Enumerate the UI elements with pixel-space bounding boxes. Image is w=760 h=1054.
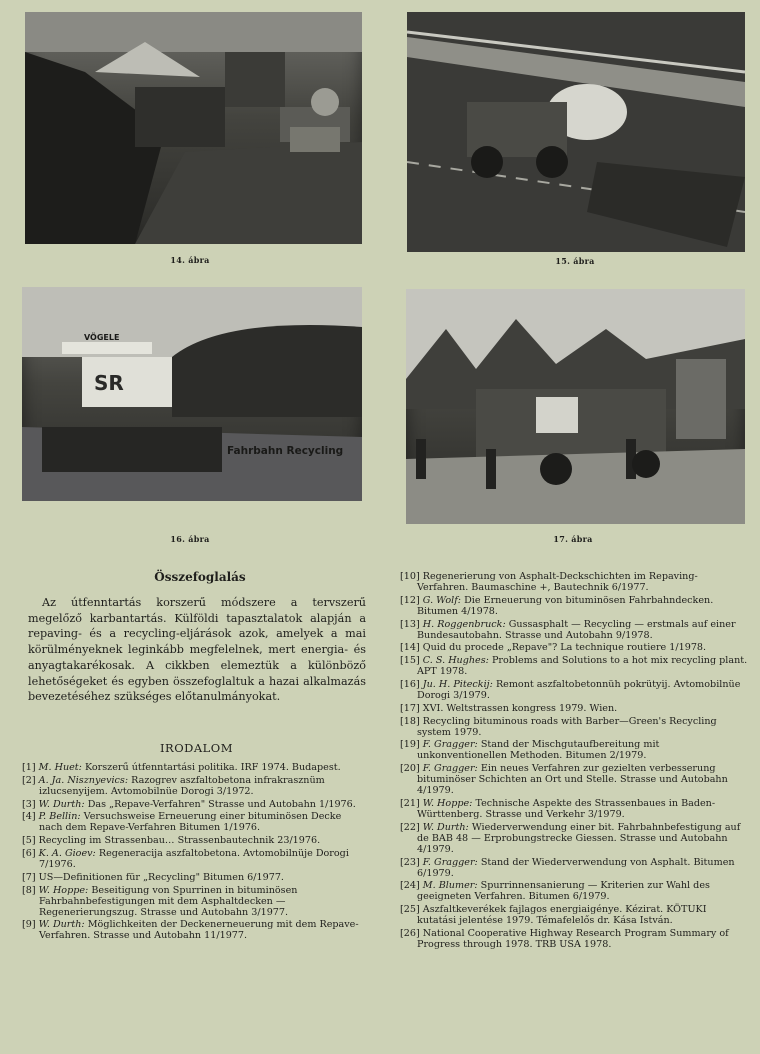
reference-number: [26] — [400, 927, 420, 939]
reference-text: Stand der Wiederverwendung von Asphalt. Bitumen 6/1979. — [417, 856, 735, 879]
reference-author: H. Roggenbruck: — [422, 618, 506, 630]
reference-number: [18] — [400, 715, 420, 727]
reference-text: Quid du procede „Repave"? La technique routiere 1/1978. — [422, 642, 707, 654]
reference-item — [400, 798, 748, 820]
reference-text: Ein neues Verfahren zur gezielten verbesserung bituminöser Schichten an Ort und Stelle. Strasse und Autobahn 4/1979. — [417, 763, 728, 797]
reference-item — [400, 571, 748, 593]
reference-text: Remont aszfaltobetonnüh pokrütyij. Avtomobilnüe Dorogi 3/1979. — [417, 678, 741, 701]
reference-item — [400, 880, 748, 902]
reference-text: Regeneracija aszfaltobetona. Avtomobilnüje Dorogi 7/1976. — [39, 847, 349, 870]
reference-item — [22, 872, 364, 883]
reference-list-left — [22, 762, 364, 943]
reference-item — [400, 679, 748, 701]
references-heading: IRODALOM — [160, 741, 233, 755]
figure-16-caption: 16. ábra — [170, 534, 210, 544]
reference-number: [3] — [22, 798, 36, 810]
reference-author: W. Hoppe: — [422, 797, 473, 809]
reference-item — [400, 904, 748, 926]
reference-number: [15] — [400, 655, 420, 667]
reference-author: G. Wolf: — [422, 594, 462, 606]
reference-text: Regenerierung von Asphalt-Deckschichten im Repaving-Verfahren. Baumaschine +, Bautechnik 6/1977. — [417, 571, 698, 593]
reference-number: [17] — [400, 702, 420, 714]
reference-item — [400, 703, 748, 714]
reference-item — [400, 928, 748, 950]
reference-number: [22] — [400, 821, 420, 833]
reference-item — [22, 885, 364, 918]
reference-author: F. Gragger: — [422, 739, 478, 751]
reference-list-right — [400, 571, 748, 952]
figure-15-caption: 15. ábra — [555, 256, 595, 266]
reference-text: Recycling im Strassenbau… Strassenbautechnik 23/1976. — [38, 835, 321, 847]
reference-number: [25] — [400, 904, 420, 916]
reference-text: Das „Repave-Verfahren" Strasse und Autobahn 1/1976. — [87, 798, 356, 810]
reference-number: [1] — [22, 762, 36, 773]
reference-number: [24] — [400, 880, 420, 892]
reference-number: [13] — [400, 618, 420, 630]
reference-item — [400, 822, 748, 855]
reference-text: US—Definitionen für „Recycling" Bitumen 6/1977. — [38, 871, 284, 883]
reference-text: Recycling bituminous roads with Barber—Green's Recycling system 1979. — [417, 715, 717, 738]
reference-number: [21] — [400, 797, 420, 809]
reference-author: F. Gragger: — [422, 856, 478, 868]
reference-text: Gussasphalt — Recycling — erstmals auf einer Bundesautobahn. Strasse und Autobahn 9/1978. — [417, 618, 736, 641]
reference-item — [400, 739, 748, 761]
reference-author: W. Durth: — [38, 798, 85, 810]
vogele-sign: VÖGELE — [84, 333, 120, 342]
reference-text: Razogrev aszfaltobetona infrakrasznüm izlucsenyijem. Avtomobilnüe Dorogi 3/1972. — [39, 774, 325, 797]
reference-text: Korszerű útfenntartási politika. IRF 1974. Budapest. — [84, 762, 341, 773]
reference-text: Spurrinnensanierung — Kriterien zur Wahl des geeigneten Verfahren. Bitumen 6/1979. — [417, 880, 710, 903]
reference-item — [400, 716, 748, 738]
reference-item — [22, 835, 364, 846]
reference-item — [22, 848, 364, 870]
reference-item — [400, 763, 748, 796]
reference-author: K. A. Gioev: — [38, 847, 96, 859]
summary-heading: Összefoglalás — [154, 570, 246, 584]
reference-text: Problems and Solutions to a hot mix recycling plant. APT 1978. — [417, 655, 748, 678]
reference-author: M. Huet: — [38, 762, 82, 773]
reference-number: [14] — [400, 642, 420, 654]
reference-item — [400, 619, 748, 641]
reference-number: [8] — [22, 884, 36, 896]
reference-item — [22, 762, 364, 773]
reference-item — [22, 799, 364, 810]
figure-17-caption: 17. ábra — [553, 534, 593, 544]
reference-text: Möglichkeiten der Deckenerneuerung mit dem Repave-Verfahren. Strasse und Autobahn 11/1977. — [39, 919, 359, 942]
reference-author: A. Ja. Nisznyevics: — [38, 774, 129, 786]
reference-number: [6] — [22, 847, 36, 859]
reference-text: Wiederverwendung einer bit. Fahrbahnbefestigung auf de BAB 48 — Erprobungstrecke Giessen. Strasse und Autobahn 4/1979. — [417, 821, 741, 855]
reference-number: [23] — [400, 856, 420, 868]
reference-author: Ju. H. Piteckij: — [422, 678, 493, 690]
sr-logo: SR — [94, 371, 124, 395]
figure-16-photo — [22, 287, 362, 501]
reference-number: [12] — [400, 594, 420, 606]
reference-item — [400, 642, 748, 653]
reference-item — [400, 655, 748, 677]
reference-author: F. Gragger: — [422, 763, 478, 775]
reference-text: Die Erneuerung von bituminösen Fahrbahndecken. Bitumen 4/1978. — [417, 594, 714, 617]
reference-number: [20] — [400, 763, 420, 775]
reference-author: M. Blumer: — [422, 880, 478, 892]
figure-15-photo — [407, 12, 745, 252]
fahrbahn-recycling-sign: Fahrbahn Recycling — [227, 445, 344, 457]
reference-author: P. Bellin: — [38, 811, 81, 823]
reference-number: [19] — [400, 739, 420, 751]
figure-14-photo — [25, 12, 362, 244]
reference-author: W. Durth: — [422, 821, 469, 833]
reference-text: National Cooperative Highway Research Program Summary of Progress through 1978. TRB USA 1978. — [417, 927, 729, 950]
reference-text: Aszfaltkeverékek fajlagos energiaigénye. Kézirat. KÖTUKI kutatási jelentése 1979. Témafelelős dr. Kása István. — [417, 904, 707, 927]
figure-14-caption: 14. ábra — [170, 255, 210, 265]
reference-text: Beseitigung von Spurrinen in bituminösen Fahrbahnbefestigungen mit dem Asphaltdecken — Regenerierungszug. Strasse und Autobahn 3/1977. — [39, 884, 298, 918]
reference-author: C. S. Hughes: — [422, 655, 489, 667]
reference-author: W. Hoppe: — [38, 884, 89, 896]
reference-number: [4] — [22, 811, 36, 823]
reference-number: [10] — [400, 571, 420, 582]
reference-number: [5] — [22, 835, 36, 847]
reference-item — [22, 919, 364, 941]
reference-text: XVI. Weltstrassen kongress 1979. Wien. — [422, 702, 618, 714]
reference-item — [22, 775, 364, 797]
reference-number: [9] — [22, 919, 36, 931]
reference-number: [16] — [400, 678, 420, 690]
reference-item — [22, 811, 364, 833]
reference-text: Versuchsweise Erneuerung einer bituminösen Decke nach dem Repave-Verfahren Bitumen 1/1976. — [39, 811, 342, 834]
reference-item — [400, 857, 748, 879]
figure-17-photo — [406, 289, 745, 524]
reference-number: [7] — [22, 871, 36, 883]
reference-number: [2] — [22, 774, 36, 786]
reference-author: W. Durth: — [38, 919, 85, 931]
reference-text: Technische Aspekte des Strassenbaues in Baden-Württenberg. Strasse und Verkehr 3/1979. — [417, 797, 716, 820]
reference-item — [400, 595, 748, 617]
reference-text: Stand der Mischgutaufbereitung mit unkonventionellen Methoden. Bitumen 2/1979. — [417, 739, 660, 762]
summary-text: Az útfenntartás korszerű módszere a tervszerű megelőző karbantartás. Külföldi tapasztalatok alapján a repaving- és a recycling-eljárások azok, amelyek a mai körülményeknek leginkább megfelelnek, mert energia- és anyagtakarékosak. A cikkben elemeztük a különböző lehetőségeket és egyben összefoglaltuk a hazai alkalmazás bevezetéséhez szükséges előtanulmányokat. — [28, 596, 366, 704]
